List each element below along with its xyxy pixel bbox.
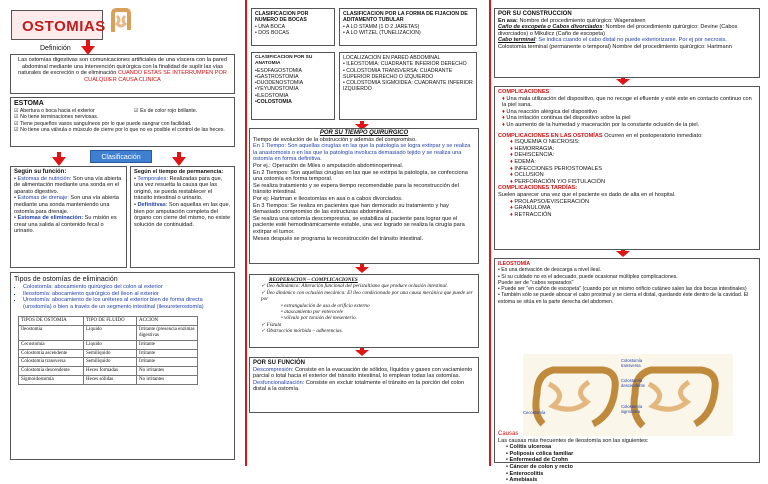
forma-fijacion-title: CLASIFICACION POR LA FORMA DE FIJACION DE ADITAMENTO TUBULAR <box>343 11 468 24</box>
complicaciones-ostomias-heading: COMPLICACIONES EN LAS OSTOMÍAS Ocurren en el postoperatorio inmediato: <box>498 132 703 139</box>
causas-section <box>498 431 756 484</box>
ileostomia-title: ILEOSTOMÍA <box>498 261 531 267</box>
tiempo-paragraph: Por ej.: Operación de Miles o amputación abdominoperineal. <box>253 162 404 169</box>
colostomy-figure <box>523 354 733 436</box>
complicaciones-box <box>494 86 760 250</box>
reoperacion-subitem: • estrangulación de asa de orificio externo <box>281 302 370 309</box>
ileostomia-item: • También sólo se puede abocar el cabo proximal y se cierra el distal, quedando éste dentro de la cavidad. El estoma se sitúa en la parte derecha del abdomen. <box>498 292 749 305</box>
tardias-intro: Suelen aparecer una vez que el paciente es dado de alta en el hospital. <box>498 191 676 198</box>
causa-item: • Cáncer de colon y recto <box>506 463 573 470</box>
definition-red-text: CUANDO ESTAS SE INTERRUMPEN POR CUALQUIER CAUSA CLINICA <box>84 70 227 83</box>
tipos-item: ▪ Colostomía: abocamiento quirúrgico del colon al exterior <box>23 284 231 291</box>
reoperacion-item: ✓ Íleo Adinámico: Alteración funcional del peristaltismo que produce oclusión intestinal. <box>261 283 448 290</box>
tiempo-paragraph: En 2 Tiempos: Son aquellas cirugías en las que se extirpa la patología, se confecciona una ostomía en forma temporal. <box>253 169 468 183</box>
localizacion-item: • ILEOSTOMIA: CUADRANTE INFERIOR DERECHO <box>343 61 467 68</box>
title-box <box>11 10 106 40</box>
ileostomia-item: Puede ser de "cabos separados" <box>498 279 574 286</box>
tiempo-paragraph: Se realiza una ostomía descompresiva, se estabiliza al paciente para lograr que el paciente esté hemodinámicamente estable, una vez logrado se realiza la cirugía para extirpar el tumor. <box>253 215 465 235</box>
anatomia-item: •YEYUNOSTOMIA <box>255 86 299 93</box>
reoperacion-subitem: • vólvulo por torsión del mesenterio. <box>281 315 357 322</box>
forma-item: • A LO STAMM (1 O 2 JARETAS) <box>343 23 420 30</box>
arrow-down-icon <box>172 157 186 166</box>
complicacion-ostomia-item: ♦ HEMORRAGIA: <box>510 145 555 152</box>
causas-intro: Las causas más frecuentes de ileostomía son las siguientes: <box>498 437 649 444</box>
tiempo-permanencia-title: Según el tiempo de permanencia: <box>134 169 224 175</box>
table-row: Sigmoidostomía Heces sólidas No irritantes <box>19 375 198 384</box>
definition-box <box>10 54 235 94</box>
arrow-down-icon <box>616 251 630 257</box>
funcion-item: • Estomas de drenaje: Son una vía abierta mediante una sonda manteniendo una ostomía para drenaje. <box>14 195 119 215</box>
estoma-item: ☑ Abertura o boca hacia el exterior ☑ Es de color rojo brillante. <box>14 108 198 114</box>
tardias-item: ♦ PROLAPSO/EVISCERACIÓN <box>510 198 590 205</box>
numero-item: • UNA BOCA <box>255 23 286 30</box>
fig-label-sigmoidea: Colostomía sigmoidea <box>621 404 643 414</box>
intestine-illustration <box>109 6 133 36</box>
complicacion-ostomia-item: ♦ INFECCIONES PERIOSTOMALES <box>510 165 602 172</box>
anatomia-item: •DUODENOSTOMIA <box>255 80 304 87</box>
localizacion-title: LOCALIZACION EN PARED ABDOMINAL <box>343 55 441 61</box>
numero-item: • DOS BOCAS <box>255 29 290 36</box>
numero-bocas-title: CLASIFICACION POR NUMERO DE BOCAS <box>255 11 309 24</box>
tardias-item: ♦ RETRACCIÓN <box>510 211 552 218</box>
clasificacion-badge: Clasificación <box>90 150 152 163</box>
complicacion-item: ♦ Una reacción alérgica del dispositivo <box>502 108 598 115</box>
ostomia-table <box>18 316 198 384</box>
funcion-title: Según su función: <box>14 169 67 175</box>
reoperacion-box <box>249 274 479 348</box>
anatomia-item: •ESOFAGOSTOMIA <box>255 67 302 74</box>
anatomia-box <box>251 52 335 120</box>
tardias-title: COMPLICACIONES TARDÍAS: <box>498 185 578 192</box>
table-header: ACCION <box>137 317 198 326</box>
construccion-line: Caño de escopeta o Cabos divorciados: Nombre del procedimiento quirúrgico: Devine (Cabos divorciados) o Mikulicz (Caño de escopeta) <box>498 24 738 37</box>
complicacion-ostomia-item: ♦ OCLUSION <box>510 172 544 179</box>
divider-left <box>245 0 247 466</box>
page-title: OSTOMIAS <box>22 18 106 35</box>
table-row: Ileostomía Líquido Irritante (presencia enzimas digestivas <box>19 326 198 341</box>
ileostomia-item: • Si su cuidado no es el adecuado, puede ocasionar múltiples complicaciones. <box>498 273 678 280</box>
estoma-item: ☑ No tiene terminaciones nerviosas. <box>14 114 99 121</box>
estoma-title: ESTOMA <box>14 100 44 107</box>
tiempo-paragraph: Tiempo de evolución de la obstrucción y además del compromiso. <box>253 136 417 143</box>
estoma-item: ☑ No tiene una válvula o músculo de cierre por lo que no es posible el control de las heces. <box>14 126 225 133</box>
definition-text: Las ostomías digestivas son comunicaciones artificiales de una víscera con la pared abdominal mediante una intervención quirúrgica con la finalidad de suplir las vías naturales de excreción o de eliminación <box>18 57 227 77</box>
divider-right <box>489 0 491 466</box>
funcion-box <box>10 166 127 268</box>
funcion-paragraph: Desfuncionalización: Consiste en excluir totalmente el tránsito en la porción del colon distal a la ostomía. <box>253 379 465 393</box>
table-row: Colostomía ascendente Semilíquido Irritante <box>19 349 198 358</box>
tipos-item: ▪ Ileostomía: abocamiento quirúrgico del íleon al exterior <box>23 291 231 298</box>
localizacion-box <box>339 52 477 120</box>
causa-item: • Amebiasis <box>506 477 538 484</box>
reoperacion-title: REOPERACION – COMPLICACIONES <box>269 277 358 283</box>
causa-item: • Colitis ulcerosa <box>506 444 552 451</box>
complicacion-ostomia-item: ♦ ISQUEMIA O NECROSIS: <box>510 139 580 146</box>
tiempo-paragraph: En 1 Tiempo: Son aquellas cirugías en las que la patología se logra extirpar y se realiza la anastomosis o en las que la patología involucra demasiado tejido y se realiza una ostomía en forma definitiva. <box>253 143 471 163</box>
complicacion-ostomia-item: ♦ EDEMA: <box>510 158 536 165</box>
tiempo-paragraph: En 3 Tiempos: Se realiza en pacientes que han demorado su tratamiento y hay demasiado compromiso de las estructuras abdominales. <box>253 202 449 216</box>
anatomia-item: •ILEOSTOMIA <box>255 92 289 99</box>
complicacion-ostomia-item: ♦ DEHISCENCIA: <box>510 152 555 159</box>
numero-bocas-box <box>251 8 335 46</box>
fig-label-transversa: Colostomía transversa <box>621 358 643 368</box>
tipos-list <box>14 284 231 310</box>
construccion-title: POR SU CONSTRUCCION <box>498 11 572 17</box>
arrow-down-icon <box>355 350 369 356</box>
tiempo-paragraph: Se realiza tratamiento y se espera tiempo recomendable para la reconstrucción del tránsito intestinal. <box>253 182 459 196</box>
table-header: TIPOS DE OSTOMIA <box>19 317 84 326</box>
tiempo-paragraph: Meses después se programa la reconstrucción del tránsito intestinal. <box>253 235 424 242</box>
tiempo-item: • Definitivas: Son aquellas en las que, bien por amputación completa del órgano con cierre del mismo, no existe solución de continuidad. <box>134 201 231 228</box>
ileostomia-item: • Puede ser "en cañón de escopeta" (cuando por un mismo orificio cutáneo salen las dos bocas intestinales) <box>498 286 747 293</box>
funcion-quirurgica-box <box>249 357 479 413</box>
forma-item: • A LO WITZEL (TUNELIZACION) <box>343 29 421 36</box>
arrow-down-icon <box>355 267 369 273</box>
tipos-item: ▪ Urostomía: abocamiento de los uréteres al exterior bien de forma directa (urostomía) o bien a través de un segmento intestinal (ileoureterostomía) <box>23 297 231 310</box>
tiempo-paragraph: Por ej: Hartman e Ileostomías en asa o a cabos divorciados. <box>253 195 403 202</box>
tipos-box <box>10 272 235 460</box>
table-row: Colostomía transversa Semilíquido Irritante <box>19 358 198 367</box>
funcion-paragraph: Descompresión: Consiste en la evacuación de sólidos, líquidos y gases con vaciamiento parcial o total hacia el exterior del tránsito intestinal, lo emplean todas las ostomías. <box>253 366 473 380</box>
forma-fijacion-box <box>339 8 477 46</box>
table-header: TIPO DE FLUIDO <box>84 317 137 326</box>
reoperacion-item: ✓ Fístula <box>261 321 282 328</box>
complicaciones-title: COMPLICACIONES <box>498 89 550 95</box>
complicacion-item: ♦ Una irritación continua del dispositivo sobre la piel <box>502 115 631 122</box>
construccion-line: Cabo terminal: Se indica cuando el cabo distal no puede exteriorizarse. Por ej por necrosis. <box>498 37 727 44</box>
construccion-box <box>494 8 760 78</box>
ileostomia-box <box>494 258 760 484</box>
fig-label-cecostomia: Cecostomía <box>523 410 546 415</box>
causas-title: Causas <box>498 431 519 437</box>
estoma-item: ☑ Tiene pequeños vasos sanguíneos por lo que puede sangrar con facilidad. <box>14 120 192 127</box>
causa-item: • Enterocolitis <box>506 470 544 477</box>
table-row: Cecostomía Líquido Irritante <box>19 340 198 349</box>
funcion-item: • Estomas de eliminación: Su misión es crear una salida al contenido fecal o urinario. <box>14 215 117 235</box>
anatomia-item: •COLOSTOMIA <box>255 99 292 106</box>
complicacion-item: ♦ Una mala utilización del dispositivo, que no recoge el efluente y esté este en contacto continuo con la piel sana. <box>502 95 752 109</box>
construccion-line: En asa: Nombre del procedimiento quirúrgico: Wagensteen <box>498 17 646 24</box>
anatomia-item: •GASTROSTOMIA <box>255 73 299 80</box>
tiempo-quirurgico-box <box>249 128 479 264</box>
complicacion-ostomia-item: ♦ PERFORACIÓN Y/O FISTULACIÓN <box>510 178 606 185</box>
arrow-down-icon <box>616 79 630 85</box>
fig-label-descendente: Colostomía descendente <box>621 378 645 388</box>
reoperacion-subitem: • atascamiento por enterocele <box>281 309 343 316</box>
arrow-down-icon <box>52 157 66 166</box>
causa-item: • Enfermedad de Crohn <box>506 457 568 464</box>
table-row: Colostomía descendente Heces formadas No irritantes <box>19 367 198 376</box>
construccion-line: Colostomía terminal (permanente o temporal) Nombre del procedimiento quirúrgico: Hartmann <box>498 43 732 50</box>
funcion-quirurgica-title: POR SU FUNCIÓN <box>253 360 306 366</box>
reoperacion-item: ✓ Íleo dinámico con oclusión mecánica: El íleo condicionado por una causa mecánica que puede ser por <box>261 289 473 303</box>
causa-item: • Poliposis cólica familiar <box>506 450 574 457</box>
ileostomia-item: • Es una derivación de descarga a nivel ileal. <box>498 267 602 274</box>
anatomia-title: CLASIFICACION POR SU ANATOMIA <box>255 55 313 67</box>
complicacion-item: ♦ Un aumento de la humedad y maceración por la constante oclusión de la piel. <box>502 121 700 128</box>
table-header-row <box>19 317 198 326</box>
tiempo-item: • Temporales: Realizadas para que, una vez resuelta la causa que las originó, se pueda restablecer el tránsito intestinal o urinario. <box>134 175 223 202</box>
tiempo-box <box>130 166 235 268</box>
localizacion-item: • COLOSTOMIA SIGMOIDEA: CUADRANTE INFERIOR IZQUIERDO <box>343 80 473 93</box>
tardias-item: ♦ GRANULOMA <box>510 205 551 212</box>
tiempo-quirurgico-title: POR SU TIEMPO QUIRURGICO <box>319 130 409 136</box>
definition-label: Definición <box>40 45 71 52</box>
funcion-item: • Estomas de nutrición: Son una vía abierta de alimentación mediante una sonda en el aparato digestivo. <box>14 175 122 195</box>
localizacion-item: • COLOSTOMIA TRANSVERSA: CUADRANTE SUPERIOR DERECHO O IZQUIERDO <box>343 67 453 80</box>
tipos-title: Tipos de ostomías de eliminación <box>14 276 118 283</box>
estoma-box <box>10 97 235 147</box>
reoperacion-item: ✓ Obstrucción mórbida – adherencias. <box>261 328 343 335</box>
